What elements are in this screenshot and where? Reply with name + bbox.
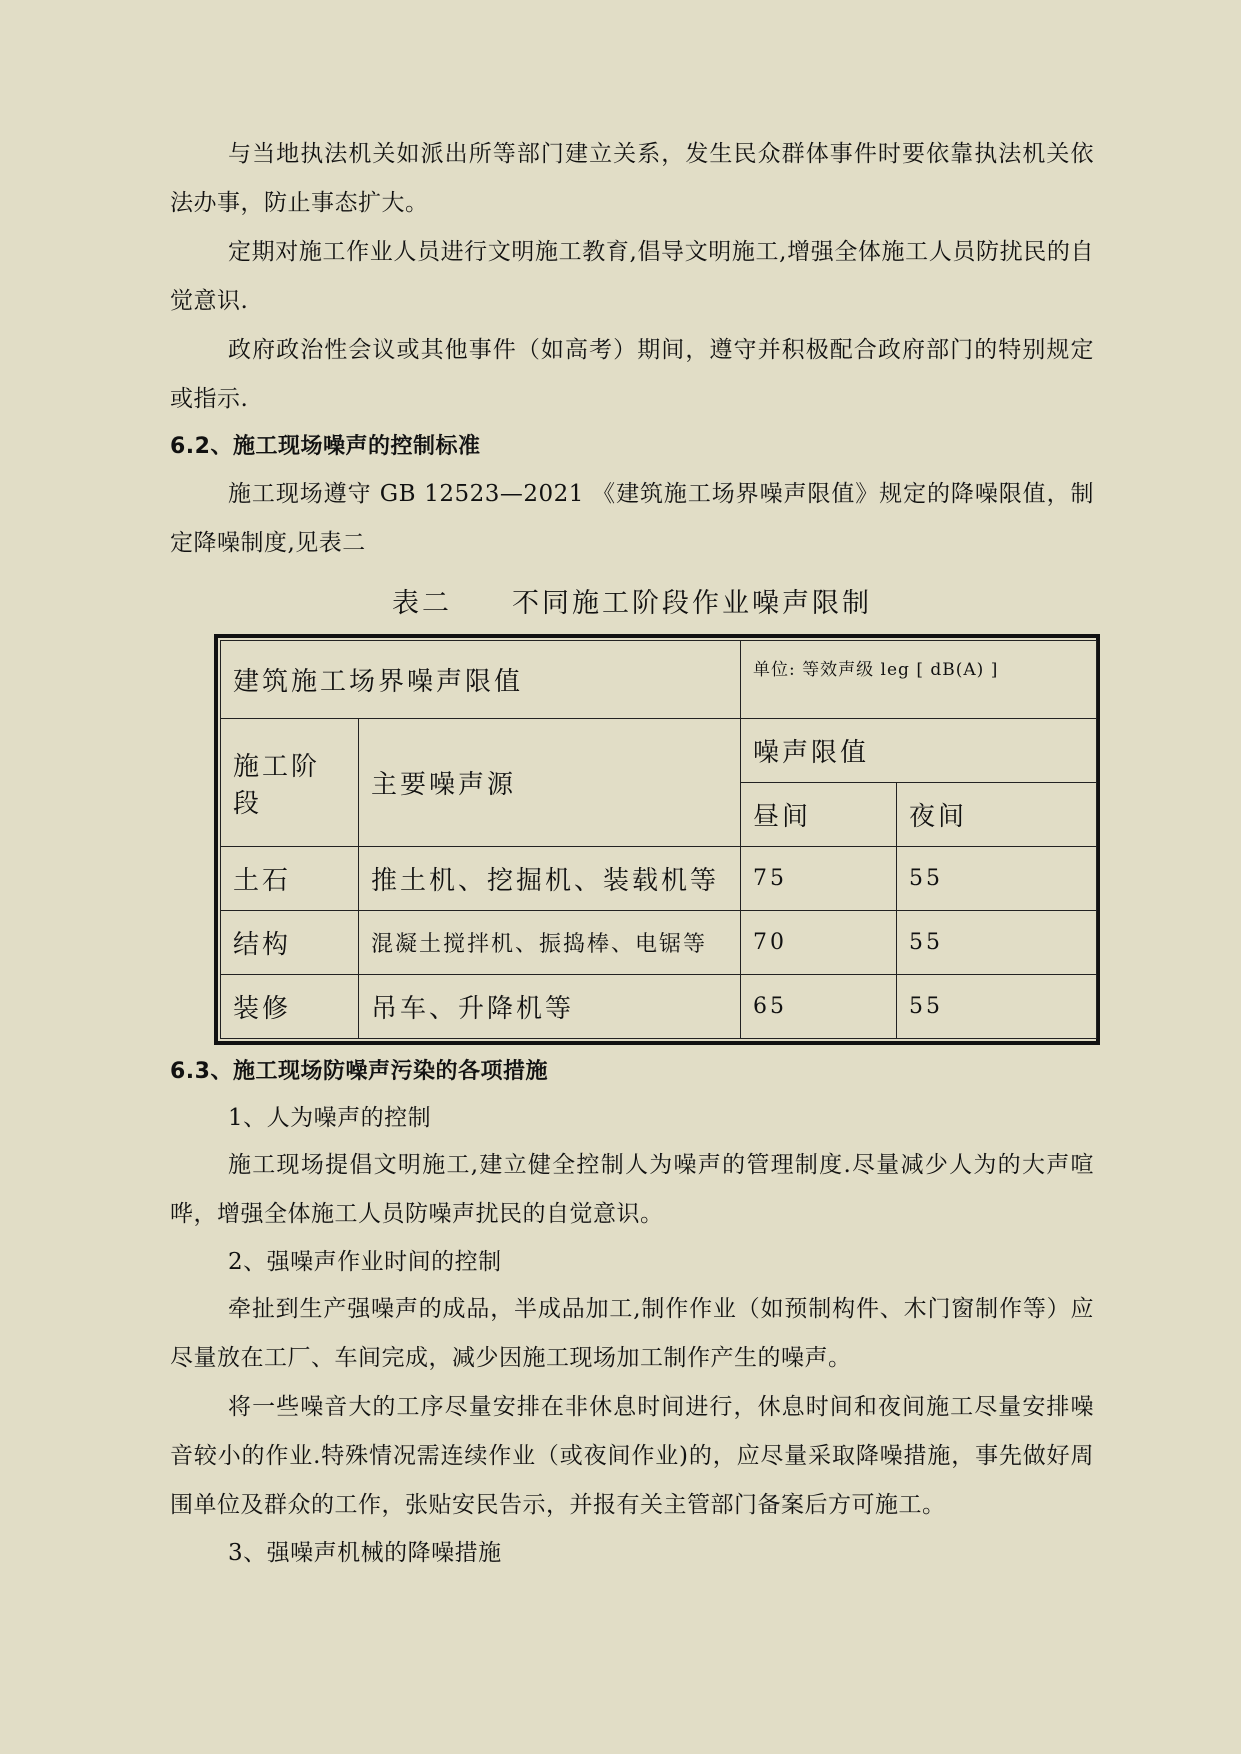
table-title-cell: 建筑施工场界噪声限值 — [221, 641, 741, 719]
noise-limit-table-frame — [214, 634, 1100, 1045]
item-machine-noise: 3、强噪声机械的降噪措施 — [228, 1540, 502, 1566]
header-day-cell: 昼间 — [741, 783, 897, 847]
paragraph-noise-standard: 施工现场遵守 GB 12523—2021 《建筑施工场界噪声限值》规定的降噪限值，制定降噪制度,见表二 — [170, 481, 1094, 556]
header-night-cell: 夜间 — [897, 783, 1097, 847]
source-cell: 混凝土搅拌机、振捣棒、电锯等 — [359, 911, 741, 975]
night-limit-cell: 55 — [897, 847, 1097, 911]
item-noise-timing: 2、强噪声作业时间的控制 — [228, 1249, 502, 1275]
paragraph-civilized-education: 定期对施工作业人员进行文明施工教育,倡导文明施工,增强全体施工人员防扰民的自觉意识. — [170, 239, 1094, 314]
table-row-header — [221, 719, 1097, 783]
paragraph-government-events: 政府政治性会议或其他事件（如高考）期间，遵守并积极配合政府部门的特别规定或指示. — [170, 337, 1094, 412]
day-limit-cell: 70 — [741, 911, 897, 975]
table-caption-label: 表二 — [392, 588, 452, 619]
table-row — [221, 975, 1097, 1039]
table-caption-title: 不同施工阶段作业噪声限制 — [512, 588, 872, 619]
day-limit-cell: 75 — [741, 847, 897, 911]
header-stage-cell: 施工阶段 — [221, 719, 359, 847]
table-row — [221, 911, 1097, 975]
table-row — [221, 847, 1097, 911]
table-caption — [170, 584, 1094, 624]
header-source-cell: 主要噪声源 — [359, 719, 741, 847]
source-cell: 推土机、挖掘机、装载机等 — [359, 847, 741, 911]
day-limit-cell: 65 — [741, 975, 897, 1039]
section-heading-6-2: 6.2、施工现场噪声的控制标准 — [170, 434, 481, 459]
section-heading-6-3: 6.3、施工现场防噪声污染的各项措施 — [170, 1059, 548, 1084]
night-limit-cell: 55 — [897, 911, 1097, 975]
night-limit-cell: 55 — [897, 975, 1097, 1039]
table-row-title — [221, 641, 1097, 719]
document-page — [170, 130, 1094, 1576]
item-human-noise: 1、人为噪声的控制 — [228, 1105, 432, 1131]
header-limit-cell: 噪声限值 — [741, 719, 1097, 783]
stage-cell: 结构 — [221, 911, 359, 975]
table-unit-cell: 单位: 等效声级 leg [ dB(A) ] — [741, 641, 1097, 719]
stage-cell: 装修 — [221, 975, 359, 1039]
paragraph-scheduling: 将一些噪音大的工序尽量安排在非休息时间进行，休息时间和夜间施工尽量安排噪音较小的作业.特殊情况需连续作业（或夜间作业)的，应尽量采取降噪措施，事先做好周围单位及群众的工作，张贴安民告示，并报有关主管部门备案后方可施工。 — [170, 1394, 1094, 1518]
stage-cell: 土石 — [221, 847, 359, 911]
noise-limit-table — [220, 640, 1097, 1039]
paragraph-human-noise: 施工现场提倡文明施工,建立健全控制人为噪声的管理制度.尽量减少人为的大声喧哗，增强全体施工人员防噪声扰民的自觉意识。 — [170, 1152, 1094, 1227]
paragraph-prefabrication: 牵扯到生产强噪声的成品，半成品加工,制作作业（如预制构件、木门窗制作等）应尽量放在工厂、车间完成，减少因施工现场加工制作产生的噪声。 — [170, 1296, 1094, 1371]
source-cell: 吊车、升降机等 — [359, 975, 741, 1039]
paragraph-law-enforcement: 与当地执法机关如派出所等部门建立关系，发生民众群体事件时要依靠执法机关依法办事，防止事态扩大。 — [170, 141, 1094, 216]
